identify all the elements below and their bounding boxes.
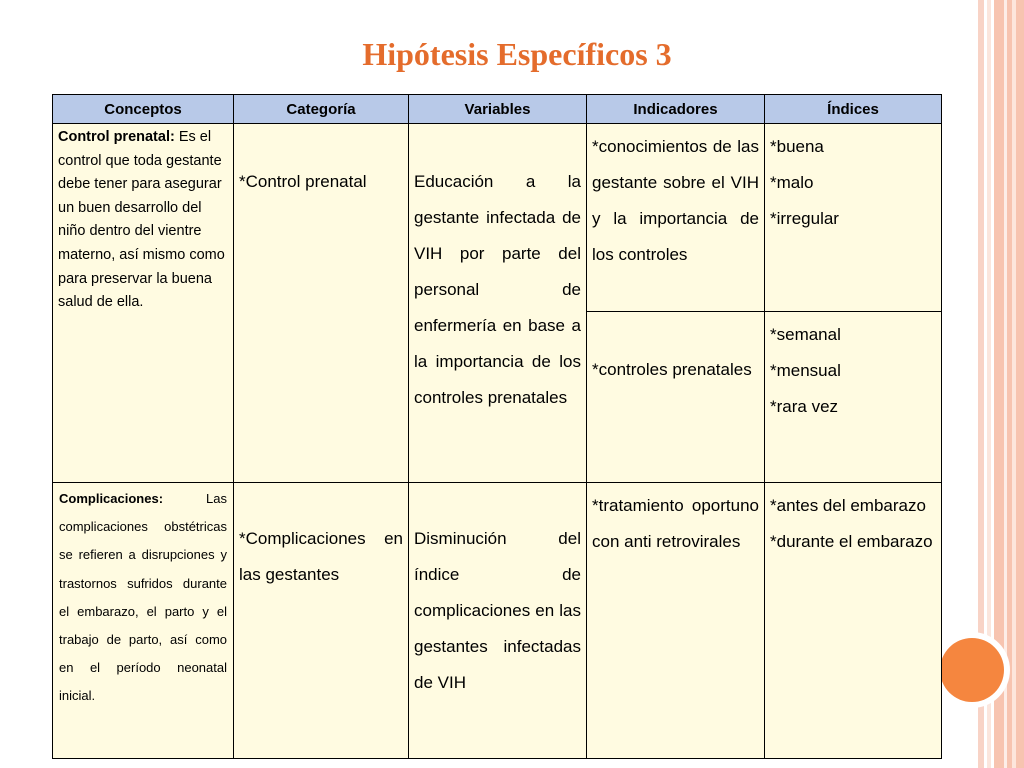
header-indices: Índices [765, 95, 942, 124]
header-indicadores: Indicadores [587, 95, 765, 124]
table-row [53, 483, 942, 759]
indicator-cell: *tratamiento oportuno con anti retrovirales [587, 483, 765, 759]
category-cell: *Control prenatal [234, 124, 409, 483]
page-title: Hipótesis Específicos 3 [362, 36, 672, 72]
concept-cell [53, 483, 234, 759]
index-item: *malo [770, 173, 814, 192]
hypothesis-table [52, 94, 942, 759]
decorative-circle [940, 638, 1004, 702]
indicator-cell: *conocimientos de las gestante sobre el VIH y la importancia de los controles [587, 124, 765, 312]
concept-label: Control prenatal: [58, 129, 175, 145]
header-categoria: Categoría [234, 95, 409, 124]
index-item: *semanal [770, 325, 841, 344]
header-conceptos: Conceptos [53, 95, 234, 124]
index-item: *durante el embarazo [770, 532, 933, 551]
decorative-stripe [1012, 0, 1016, 768]
concept-text: Las complicaciones obstétricas se refieren a disrupciones y trastornos sufridos durante el embarazo, el parto y el trabajo de parto, así como en el período neonatal inicial. [59, 491, 227, 704]
concept-label: Complicaciones: [59, 491, 164, 506]
indicator-cell: *controles prenatales [587, 312, 765, 483]
header-variables: Variables [409, 95, 587, 124]
indices-cell [765, 312, 942, 483]
index-item: *mensual [770, 361, 841, 380]
indices-cell [765, 124, 942, 312]
variable-cell: Educación a la gestante infectada de VIH por parte del personal de enfermería en base a la importancia de los controles prenatales [409, 124, 587, 483]
indices-cell [765, 483, 942, 759]
concept-text: Es el control que toda gestante debe tener para asegurar un buen desarrollo del niño dentro del vientre materno, así mismo como para preservar la buena salud de ella. [58, 129, 225, 311]
category-cell: *Complicaciones en las gestantes [234, 483, 409, 759]
table-header-row [53, 95, 942, 124]
index-item: *rara vez [770, 397, 839, 416]
index-item: *antes del embarazo [770, 496, 926, 515]
index-item: *irregular [770, 209, 839, 228]
table-row [53, 124, 942, 312]
variable-cell: Disminución del índice de complicaciones en las gestantes infectadas de VIH [409, 483, 587, 759]
index-item: *buena [770, 137, 824, 156]
concept-cell [53, 124, 234, 483]
